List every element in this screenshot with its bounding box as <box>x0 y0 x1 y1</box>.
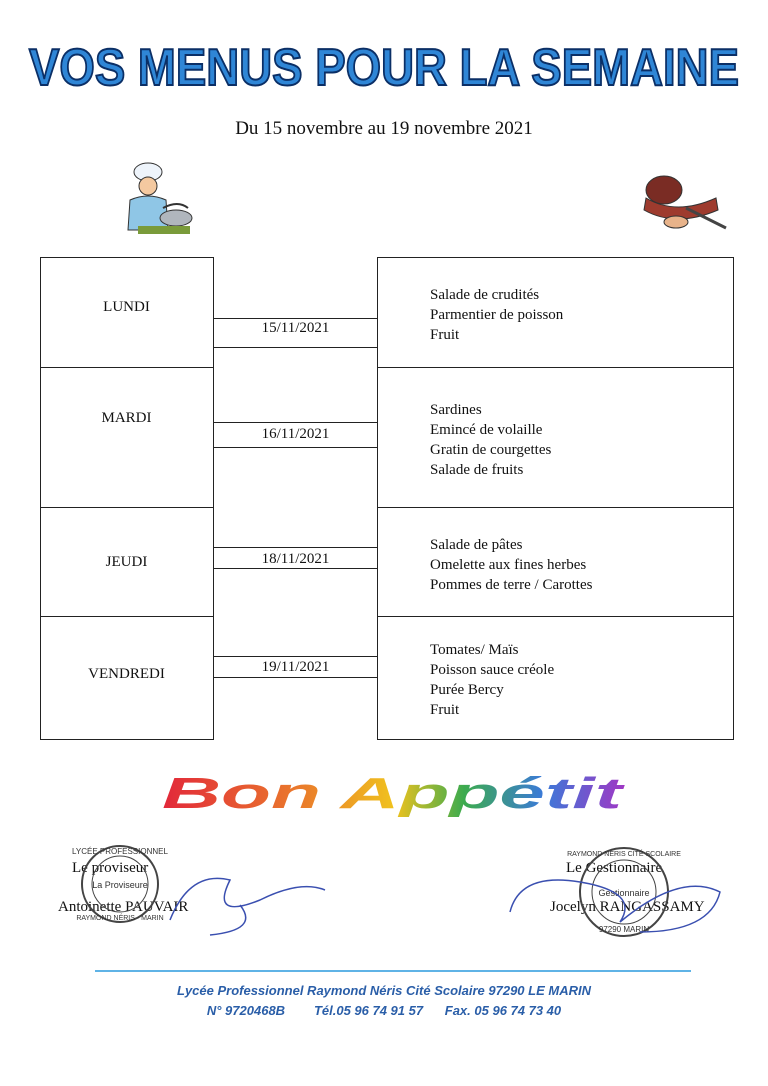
right-signature <box>500 852 730 942</box>
menu-item: Salade de fruits <box>430 462 524 478</box>
day-label: LUNDI <box>103 299 150 315</box>
day-label: JEUDI <box>105 554 148 570</box>
menu-item: Fruit <box>430 702 460 718</box>
connector-line <box>213 656 378 657</box>
menu-item: Fruit <box>430 327 460 343</box>
menu-list <box>430 400 551 480</box>
left-signatory-name: Antoinette PAUVAIR <box>58 899 189 915</box>
right-stamp-top: RAYMOND NÉRIS CITÉ SCOLAIRE <box>567 851 681 858</box>
day-date: 19/11/2021 <box>261 659 330 675</box>
left-stamp-center: La Proviseure <box>92 880 148 890</box>
menu-item: Parmentier de poisson <box>430 307 564 323</box>
menu-list <box>430 535 592 595</box>
footer-rule <box>95 970 691 972</box>
menu-item: Tomates/ Maïs <box>430 642 519 658</box>
menu-item: Pommes de terre / Carottes <box>430 577 593 593</box>
menu-item: Emincé de volaille <box>430 422 543 438</box>
right-signatory-role: Le Gestionnaire <box>566 860 663 876</box>
right-stamp-bottom: 97290 MARIN <box>598 925 650 934</box>
day-date: 18/11/2021 <box>261 551 330 567</box>
page-title-text: VOS MENUS POUR LA SEMAINE <box>29 39 739 97</box>
right-stamp-center: Gestionnaire <box>598 888 650 898</box>
left-stamp-top: LYCÉE PROFESSIONNEL <box>72 847 168 856</box>
footer-contact: N° 9720468B Tél.05 96 74 91 57 Fax. 05 96 74 73 40 <box>206 1003 562 1018</box>
menu-list <box>430 285 563 345</box>
connector-line <box>213 347 378 348</box>
day-label: MARDI <box>101 410 152 426</box>
menu-list <box>430 640 554 720</box>
ham-and-knife-clipart <box>636 168 728 234</box>
day-date: 16/11/2021 <box>261 426 330 442</box>
connector-line <box>213 318 378 319</box>
left-signatory-role: Le proviseur <box>72 860 149 876</box>
bon-appetit-banner <box>0 770 768 830</box>
page-title <box>0 30 768 100</box>
right-signatory-name: Jocelyn RANGASSAMY <box>550 899 705 915</box>
connector-line <box>213 547 378 548</box>
menu-item: Salade de pâtes <box>430 537 523 553</box>
date-range: Du 15 novembre au 19 novembre 2021 <box>235 118 533 139</box>
menu-item: Salade de crudités <box>430 287 540 303</box>
left-stamp-bottom: RAYMOND NÉRIS - MARIN <box>76 915 164 922</box>
menu-item: Purée Bercy <box>430 682 504 698</box>
connector-line <box>213 447 378 448</box>
menu-item: Poisson sauce créole <box>430 662 555 678</box>
menu-item: Sardines <box>430 402 482 418</box>
menu-item: Omelette aux fines herbes <box>430 557 587 573</box>
connector-line <box>213 568 378 569</box>
connector-line <box>213 677 378 678</box>
footer-address: Lycée Professionnel Raymond Néris Cité Scolaire 97290 LE MARIN <box>177 983 591 998</box>
chef-clipart <box>108 160 198 238</box>
day-box-mardi <box>40 367 214 508</box>
left-signature <box>150 860 340 940</box>
menu-item: Gratin de courgettes <box>430 442 552 458</box>
day-date: 15/11/2021 <box>261 320 330 336</box>
day-label: VENDREDI <box>88 666 165 682</box>
bon-appetit-text: Bon Appétit <box>162 770 627 818</box>
connector-line <box>213 422 378 423</box>
